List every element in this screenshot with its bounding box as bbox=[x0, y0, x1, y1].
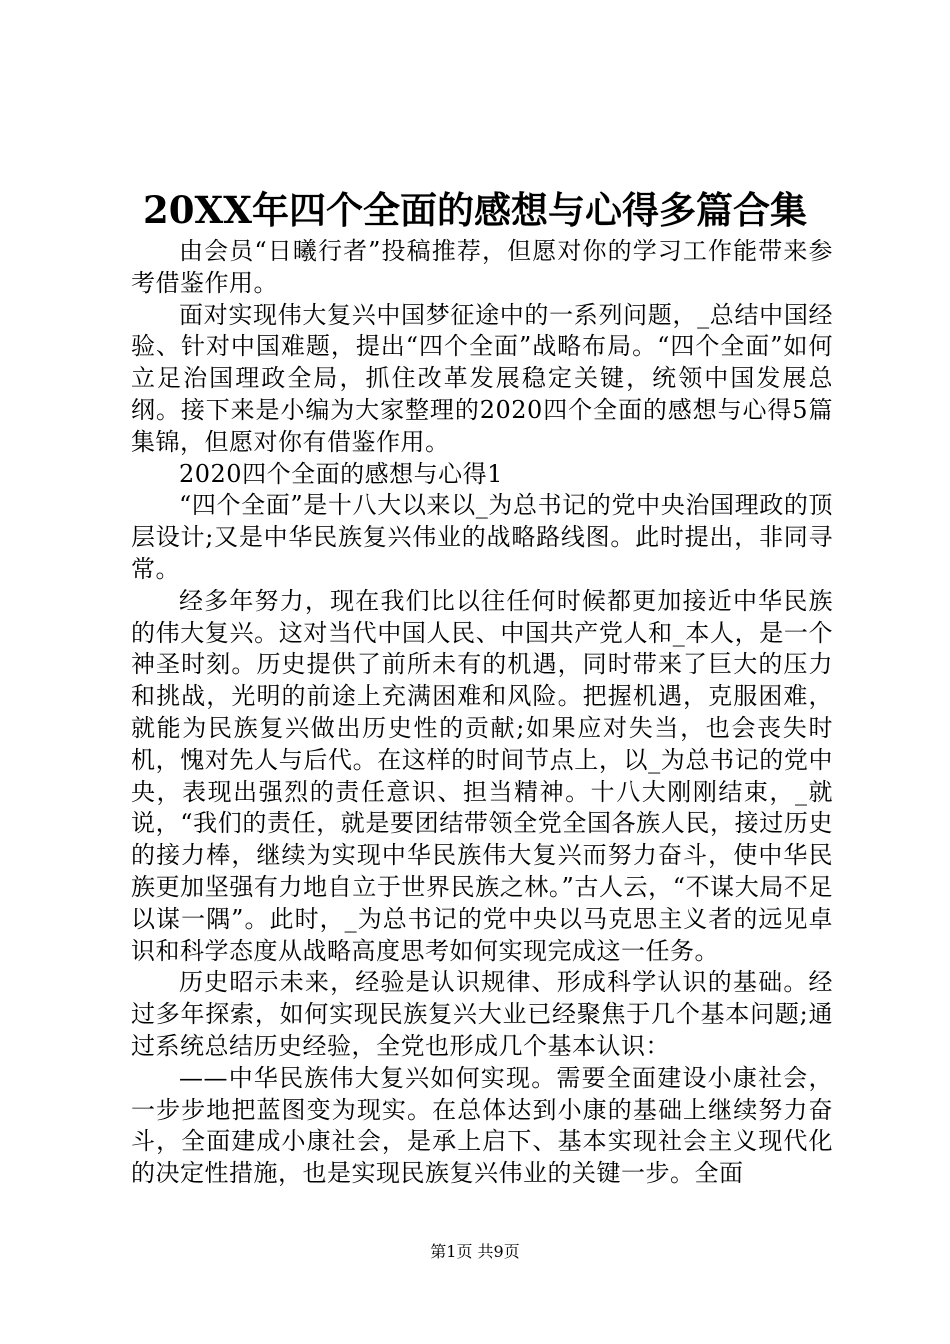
paragraph-xiaokang: ——中华民族伟大复兴如何实现。需要全面建设小康社会，一步步地把蓝图变为现实。在总体达到小康的基础上继续努力奋斗，全面建成小康社会，是承上启下、基本实现社会主义现代化的决定性措施，也是实现民族复兴伟业的关键一步。全面 bbox=[131, 1063, 833, 1188]
paragraph-intro: 由会员“日曦行者”投稿推荐，但愿对你的学习工作能带来参考借鉴作用。 bbox=[131, 237, 833, 297]
paragraph-overview: 面对实现伟大复兴中国梦征途中的一系列问题，_总结中国经验、针对中国难题，提出“四个全面”战略布局。“四个全面”如何立足治国理政全局，抓住改革发展稳定关键，统领中国发展总纲。接下来是小编为大家整理的2020四个全面的感想与心得5篇集锦，但愿对你有借鉴作用。 bbox=[131, 300, 833, 456]
section-heading-1: 2020四个全面的感想与心得1 bbox=[179, 459, 503, 488]
paragraph-four-comprehensives: “四个全面”是十八大以来以_为总书记的党中央治国理政的顶层设计;又是中华民族复兴伟业的战略路线图。此时提出，非同寻常。 bbox=[131, 491, 833, 583]
document-title: 20XX年四个全面的感想与心得多篇合集 bbox=[143, 188, 807, 232]
paragraph-history: 历史昭示未来，经验是认识规律、形成科学认识的基础。经过多年探索，如何实现民族复兴大业已经聚焦于几个基本问题;通过系统总结历史经验，全党也形成几个基本认识： bbox=[131, 968, 833, 1060]
page-footer: 第1页 共9页 bbox=[430, 1242, 520, 1261]
document-body bbox=[131, 236, 833, 1190]
paragraph-rejuvenation: 经多年努力，现在我们比以往任何时候都更加接近中华民族的伟大复兴。这对当代中国人民、中国共产党人和_本人，是一个神圣时刻。历史提供了前所未有的机遇，同时带来了巨大的压力和挑战，光明的前途上充满困难和风险。把握机遇，克服困难，就能为民族复兴做出历史性的贡献;如果应对失当，也会丧失时机，愧对先人与后代。在这样的时间节点上，以_为总书记的党中央，表现出强烈的责任意识、担当精神。十八大刚刚结束，_就说，“我们的责任，就是要团结带领全党全国各族人民，接过历史的接力棒，继续为实现中华民族伟大复兴而努力奋斗，使中华民族更加坚强有力地自立于世界民族之林。”古人云，“不谋大局不足以谋一隅”。此时，_为总书记的党中央以马克思主义者的远见卓识和科学态度从战略高度思考如何实现完成这一任务。 bbox=[131, 586, 833, 965]
